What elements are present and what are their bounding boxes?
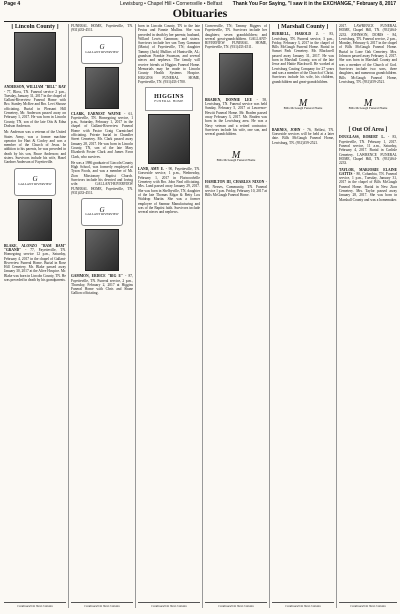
obituary-text: - 90, Fayetteville, TN. Graveside service, 1 p.m., Wednesday, February 1, 2017 in Flatwoodville Cemetery with Bro. John Neal officiating. Mrs. Land passed away January 29, 2017. She was born in Shelbyville, TN, daughter of the late Thomas Edgar & Betty Lou Waldrop Martin. She was a former employee of Sanmar Manufacturing and was of the Baptist faith. Survivors include several nieces and nephews.	[138, 167, 200, 215]
obituary-entry	[138, 167, 200, 214]
portrait-photo	[18, 199, 52, 241]
obituary-paragraph: FUNERAL HOME, Fayetteville, TN. (931)433-4511.	[71, 24, 133, 33]
deceased-name: BARNES, JOHN	[272, 127, 301, 132]
continued-note: Continued On Next Column	[71, 602, 133, 608]
column-1	[4, 24, 66, 608]
column-4	[205, 24, 267, 608]
continued-note: Continued On Next Column	[138, 602, 200, 608]
section-heading-marshall: [ Marshall County ]	[277, 24, 329, 30]
deceased-name: BRADEN, DONNIE LEE	[205, 97, 252, 102]
portrait-photo	[85, 67, 119, 109]
obituary-text: - 88, Nesses, Community, TN. Funeral service 1 p.m. Friday, February 10, 2017 at Bills McGaugh Funeral Home.	[205, 180, 267, 198]
gallant-riverview-logo	[81, 36, 123, 64]
page-header	[0, 0, 400, 22]
obituary-text: - 80, Columbia, TN. Funeral service, 1 p.m., Tuesday, January 31, 2017 in the chapel of Bills McGaugh Funeral Home. Burial in New Zion Cemetery. Mrs. Taylor passed away January 28, 2017. She was born in Marshall County and was a homemaker.	[339, 171, 397, 202]
deceased-name: GAMMON, ERDICE "BIG E"	[71, 274, 123, 279]
logo-monogram: G	[32, 175, 38, 184]
column-6	[339, 24, 397, 608]
portrait-photo	[14, 32, 56, 82]
obituary-paragraph: Mr. Anderson was a veteran of the United States Army, was a former machine operator for Hart & Cooley and was a member of the Church of Jesus. In addition to his parents, he was preceded in death by his son, Bruce Anderson; and sisters. Survivors include his wife, Hazel Gardner Anderson of Fayetteville.	[4, 130, 66, 165]
obituary-entry	[71, 274, 133, 295]
deceased-name: BLAKE, ALONZO "BAM BAM" "GRAND"	[4, 243, 66, 252]
obituary-text: - 77, Fayetteville, TN. Homegoing service 12 p.m., Saturday, February 4, 2017 in the chapel of Gallant-Riverview Funeral Home. Burial in Rose Hill Cemetery. Mr. Blake passed away January 30, 2017 at the Alive Hospice. Mr. Blake was born in Lincoln County, TN. He was preceded in death by his grandparents.	[4, 247, 66, 283]
obituary-entry	[272, 128, 334, 145]
logo-text: GALLANT RIVERVIEW	[85, 49, 119, 54]
logo-monogram: M	[231, 150, 241, 162]
thanks-line: Thank You For Saying, "I saw it in the EXCHANGE," February 8, 2017	[232, 1, 396, 7]
deceased-name: TAYLOR, MARJORIE ELAINE GATTIS	[339, 167, 397, 176]
obituary-text: - 83, Lewisburg, TN. Funeral service, 3 p.m., Friday, February 3, 2017 in the chapel of Bills McGaugh Funeral Home. Burial in Sunset Park Cemetery. Mr. Blackwell passed away January 31, 2017. He was born in Marshall County, son of the late Jesse and Hattie Blackwell. He worked at Lewisburg Casting Company for 27 years and was a member of the Church of Christ. Survivors include his wife, his children, grandchildren and great-grandchildren.	[272, 32, 334, 84]
deceased-name: BURRELL, HAROLD J.	[272, 32, 319, 37]
logo-monogram: M	[298, 97, 308, 109]
obituary-paragraph: 2017. LAWRENCE FUNERAL HOME, Chapel Hill, TN. (931)364-2233. JOHNSON, DORIS - 84, Lewisburg, TN. Funeral service, 2 p.m., Monday, February 6, 2017 in the chapel of Bills McGaugh Funeral Home. Burial in Lone Oak Cemetery. Mrs. Johnson passed away February 4, 2017. She was born in Marshall County and was a member of the Church of God. Survivors include two sons, three daughters, and numerous grandchildren. Bills McGaugh Funeral Home, Lewisburg, TN. (931)359-2521.	[339, 24, 397, 84]
obituary-entry	[71, 112, 133, 159]
portrait-photo	[148, 114, 190, 164]
logo-text: GALLANT RIVERVIEW	[18, 181, 52, 186]
portrait-photo	[85, 229, 119, 271]
obituary-entry	[4, 85, 66, 128]
deceased-name: ANDERSON, WILLIAM "BILL" RAY	[4, 85, 66, 90]
obituary-text: - 76, Belfast, TN. Graveside services will be held at a later date. Bills McGaugh Funeral Home, Lewisburg, TN. (931)359-2521.	[272, 127, 334, 145]
obituary-text: - 77, Bloss, TN. Funeral service 2 p.m., Tuesday, January 31, 2017 in the chapel of Gallant-Riverview Funeral Home with Bro. Stanley McKee and Bro. Levi Shouse officiating. Burial in Pleasant Hill Cemetery, Mr. Anderson passed away on February 1, 2017. He was born in Lincoln County, TN, son of the late Otis & Edna Dodson Anderson.	[4, 89, 66, 128]
bills-mcgaugh-logo	[212, 140, 260, 176]
logo-monogram: G	[99, 205, 105, 214]
column-divider	[135, 24, 136, 608]
obituary-entry	[339, 135, 397, 165]
column-2	[71, 24, 133, 608]
gallant-riverview-logo	[81, 198, 123, 226]
obituary-text: - 87, Fayetteville, TN. Funeral service, 2 p.m., Thursday, February 2, 2017 at Higgins Funeral Home with Chris and Shane Gallion officiating.	[71, 274, 133, 296]
obituary-paragraph: born in Lincoln County, TN to the late Festus and Fannie Mullins. She was preceded in death by her parents; husband, Willard Lewis Gammon; and sisters. Survivors include her son Tony Gammon (Maria) of Fayetteville, TN; daughter Tammy (Jack) Mullins of Huntsville, AL; grandson Frankie Swanson, and several nieces and nephews. The family will receive friends at Higgins Funeral Home. Memorials may be made to Lincoln County Health Systems Hospice. HIGGINS FUNERAL HOME, Fayetteville, TN. (931)433-1700.	[138, 24, 200, 84]
logo-text: Bills McGaugh Funeral Home	[283, 105, 323, 110]
logo-text: Bills McGaugh Funeral Home	[348, 106, 388, 111]
section-heading-out-of-area: [ Out Of Area ]	[348, 127, 388, 134]
logo-monogram: M	[363, 97, 373, 109]
continued-note: Continued On Next Column	[205, 602, 267, 608]
deceased-name: DOUGLASS, ROBERT L.	[339, 135, 385, 140]
deceased-name: LAND, AMY E.	[138, 167, 165, 172]
column-divider	[202, 24, 203, 608]
obituary-entry	[205, 180, 267, 197]
obituary-text: - 61, Fayetteville, TN. Homegoing service, 1 p.m., Saturday, February 1, 2017 in the chapel of Gallant-Riverview Funeral Home with Pastor Craig Carmichael officiating. Private burial in Chandler Street Cemetery. Mr. Clark passed away January 28, 2017. He was born in Lincoln County, TN, son of the late Mary Elizabeth Foster Clark and James Evon Clark, who survives.	[71, 111, 133, 159]
column-divider	[269, 24, 270, 608]
publication-line: Lewisburg • Chapel Hill • Cornersville • Belfast	[120, 1, 223, 7]
logo-subtext: FUNERAL HOME	[154, 99, 184, 104]
obituary-entry	[272, 32, 334, 84]
column-divider	[68, 24, 69, 608]
section-heading-lincoln: [ Lincoln County ]	[11, 24, 59, 30]
obituary-paragraph: He was a 1986 graduate of Lincoln County High School, was formerly employed at Tyson Foods, and was a member of Mt. Zion Missionary Baptist Church. Survivors include his devoted and loving wife. GALLANT-RIVERVIEW FUNERAL HOME, Fayetteville, TN. (931)433-4511.	[71, 160, 133, 195]
header-rule	[4, 21, 396, 22]
obituary-text: - 58, Lewisburg, TN. Funeral service was held Sunday, February 5, 2017 at Lawrence-Hewitt Funeral Home. Mr. Braden passed away February 3, 2017. Mr. Braden was born in the Lewisburg area. He was a Navy veteran and a retired contractor. Survivors include his wife, one son, and several grandchildren.	[205, 97, 267, 137]
higgins-logo	[145, 87, 193, 111]
logo-text: Bills McGaugh Funeral Home	[216, 158, 256, 163]
deceased-name: HAMILTON III, CHARLES NIXON	[205, 180, 265, 185]
logo-text: HIGGINS	[154, 93, 184, 100]
page-title: Obituaries	[172, 6, 228, 20]
column-divider	[336, 24, 337, 608]
obituary-paragraph: Cornersville, TN; Tammy Biggers of Fayetteville, TN. Survivors include her daughters; seven grandchildren; and several great-grandchildren. GALLANT-RIVERVIEW FUNERAL HOME, Fayetteville, TN. (931)433-4511.	[205, 24, 267, 50]
continued-note: Continued On Next Column	[339, 602, 397, 608]
logo-text: GALLANT RIVERVIEW	[85, 212, 119, 217]
logo-monogram: G	[99, 43, 105, 52]
column-3	[138, 24, 200, 608]
bills-mcgaugh-logo	[346, 88, 390, 124]
portrait-photo	[219, 53, 253, 95]
gallant-riverview-logo	[14, 168, 56, 196]
continued-note: Continued On Next Column	[272, 602, 334, 608]
obituary-entry	[4, 244, 66, 283]
continued-note: Continued On Next Column	[4, 602, 66, 608]
obituary-entry	[339, 168, 397, 202]
obituary-entry	[205, 98, 267, 137]
bills-mcgaugh-logo	[279, 88, 327, 124]
page-number: Page 4	[4, 1, 21, 7]
column-5	[272, 24, 334, 608]
deceased-name: CLARK, EARNEST WAYNE	[71, 111, 122, 116]
obituary-text: - 83, Fayetteville, TN. February 1, 2017. Funeral service, 11 a.m., Saturday, February 4, 2017. Burial in Carlisle Cemetery. LAWRENCE FUNERAL HOME, Chapel Hill, TN. (931)364-2233.	[339, 135, 397, 166]
